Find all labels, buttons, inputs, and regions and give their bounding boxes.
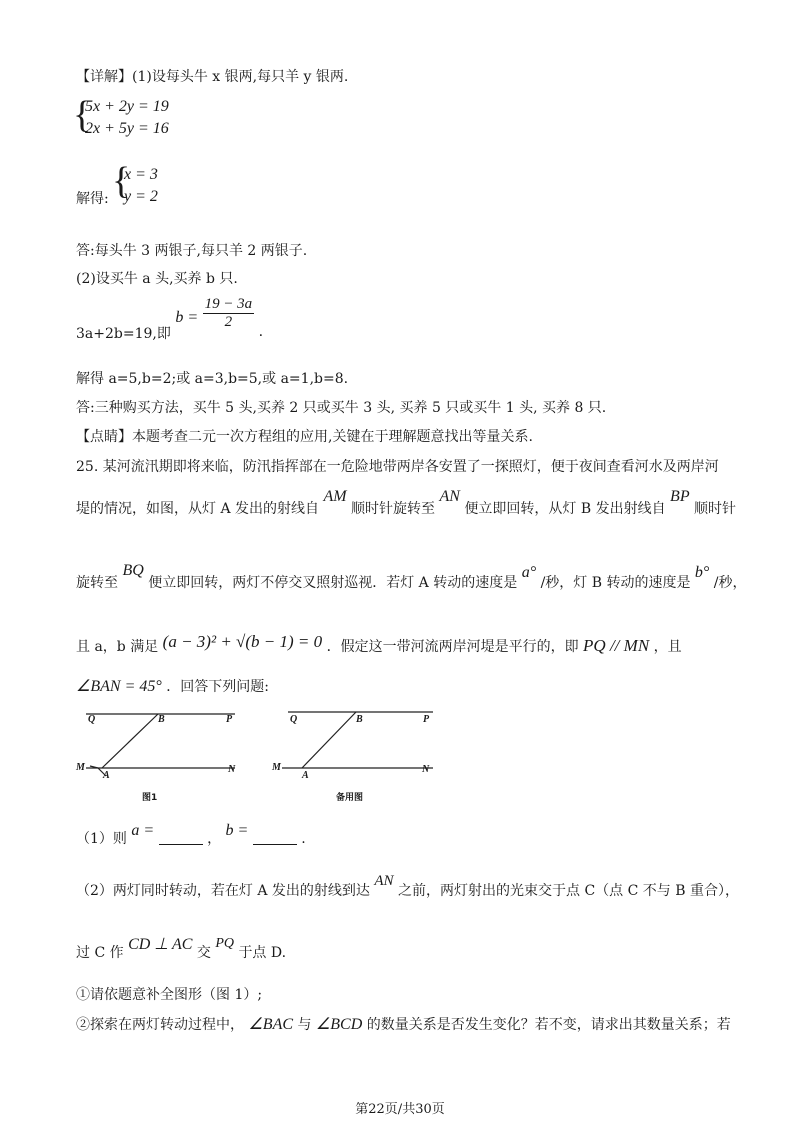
angle-BAC: ∠BAC — [248, 1016, 294, 1033]
label-A: A — [302, 770, 309, 781]
ray-AN: AN — [439, 488, 460, 505]
solution-x: x = 3 — [124, 166, 158, 183]
label-P: P — [423, 714, 430, 725]
ray-BP: BP — [670, 488, 690, 505]
question-2 — [76, 873, 739, 900]
line-PQ: PQ — [215, 936, 234, 951]
text-segment: 便立即回转，从灯 B 发出射线自 — [464, 501, 666, 517]
ray-BQ: BQ — [122, 562, 144, 579]
answer-1: 答:每头牛 3 两银子,每只羊 2 两银子. — [76, 243, 308, 259]
text-segment: 旋转至 — [76, 575, 118, 591]
label-B: B — [158, 714, 165, 725]
text-segment: 之前，两灯射出的光束交于点 C（点 C 不与 B 重合）， — [398, 883, 739, 899]
label-N: N — [228, 764, 236, 775]
text-segment: /秒，灯 B 转动的速度是 — [540, 575, 691, 591]
text-segment: 与 — [297, 1017, 312, 1033]
ray-AN: AN — [374, 873, 394, 889]
system-eq-2: 2x + 5y = 16 — [85, 120, 169, 137]
solve-label: 解得: — [76, 191, 109, 207]
label-B: B — [356, 714, 363, 725]
figure-1 — [70, 704, 250, 804]
sub-question-2 — [76, 1014, 731, 1034]
text-segment: 顺时针旋转至 — [351, 501, 436, 517]
text-segment: 且 a，b 满足 — [76, 639, 159, 655]
speed-a: a° — [521, 564, 537, 581]
part-2-intro: (2)设买牛 a 头,买养 b 只. — [76, 271, 238, 287]
text-segment: （1）则 — [76, 831, 127, 847]
equation-prefix: 3a+2b=19,即 — [76, 325, 171, 342]
answer-2: 答:三种购买方法，买牛 5 头,买养 2 只或买牛 3 头, 买养 5 只或买牛 1 头, 买养 8 只. — [76, 400, 607, 416]
answer-a-label: a = — [131, 822, 155, 839]
label-A: A — [103, 770, 110, 781]
answer-a-blank[interactable] — [159, 830, 203, 845]
sub-question-1: ①请依题意补全图形（图 1）; — [76, 987, 263, 1003]
left-brace: { — [112, 160, 131, 202]
problem-25-line-5 — [76, 676, 269, 696]
label-Q: Q — [88, 714, 96, 725]
solution-y: y = 2 — [124, 188, 158, 205]
problem-25-line-1: 25. 某河流汛期即将来临，防汛指挥部在一危险地带两岸各安置了一探照灯，便于夜间查看河水及两岸河 — [76, 459, 719, 475]
text-segment: /秒， — [713, 575, 747, 591]
text-segment: 的数量关系是否发生变化？若不变，请求出其数量关系；若 — [366, 1017, 731, 1033]
equation-b — [76, 296, 264, 342]
equation-end: . — [258, 323, 264, 340]
text-segment: （2）两灯同时转动，若在灯 A 发出的射线到达 — [76, 883, 370, 899]
text-segment: ， — [207, 831, 222, 847]
figure-1-caption: 图1 — [142, 793, 158, 803]
label-N: N — [422, 764, 430, 775]
label-P: P — [226, 714, 233, 725]
angle-BAN: ∠BAN = 45° — [76, 678, 162, 695]
text-segment: ，且 — [653, 639, 682, 655]
question-1 — [76, 822, 306, 848]
label-M: M — [272, 762, 281, 773]
backup-figure — [268, 704, 448, 804]
label-M: M — [76, 762, 85, 773]
angle-BCD: ∠BCD — [315, 1016, 363, 1033]
fraction — [203, 296, 255, 331]
condition-equation: (a − 3)² + √(b − 1) = 0 — [162, 632, 323, 651]
text-segment: ．回答下列问题: — [166, 679, 269, 695]
text-segment: 过 C 作 — [76, 945, 124, 961]
text-segment: 顺时针 — [694, 501, 737, 517]
label-Q: Q — [290, 714, 298, 725]
segment-AB — [302, 712, 356, 768]
comment: 【点睛】本题考查二元一次方程组的应用,关键在于理解题意找出等量关系. — [76, 429, 533, 445]
text-segment: ②探索在两灯转动过程中， — [76, 1017, 244, 1033]
speed-b: b° — [694, 564, 710, 581]
text-segment: 堤的情况，如图，从灯 A 发出的射线自 — [76, 501, 320, 517]
text-segment: 交 — [196, 945, 211, 961]
detail-line-1: 【详解】(1)设每头牛 x 银两,每只羊 y 银两. — [76, 69, 349, 85]
ray-AM: AM — [323, 488, 347, 505]
text-segment: 于点 D. — [238, 945, 287, 961]
page-footer: 第22页/共30页 — [355, 1102, 445, 1117]
problem-25-line-2 — [76, 488, 737, 518]
answer-b-label: b = — [225, 822, 249, 839]
question-2-cont — [76, 936, 287, 962]
equation-lhs: b = — [175, 308, 199, 326]
fraction-denominator: 2 — [224, 314, 233, 330]
solutions-line: 解得 a=5,b=2;或 a=3,b=5,或 a=1,b=8. — [76, 371, 349, 387]
backup-figure-caption: 备用图 — [336, 793, 364, 803]
text-segment: ．假定这一带河流两岸河堤是平行的，即 — [326, 639, 579, 655]
problem-25-line-3 — [76, 562, 747, 592]
fraction-numerator: 19 − 3a — [204, 296, 253, 312]
text-segment: 便立即回转，两灯不停交叉照射巡视．若灯 A 转动的速度是 — [148, 575, 518, 591]
perpendicular-relation: CD ⊥ AC — [128, 936, 193, 953]
segment-AB — [102, 714, 158, 768]
problem-25-line-4 — [76, 632, 682, 656]
text-segment: . — [301, 831, 306, 847]
answer-b-blank[interactable] — [253, 830, 297, 845]
left-brace: { — [73, 94, 92, 136]
parallel-relation: PQ // MN — [583, 636, 650, 655]
system-eq-1: 5x + 2y = 19 — [85, 98, 169, 115]
